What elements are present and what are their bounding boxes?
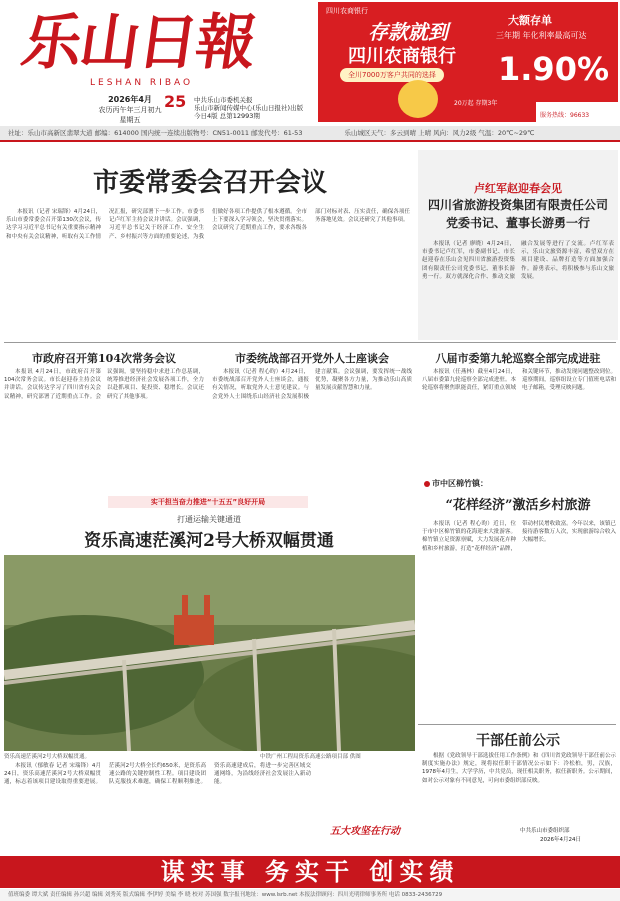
story4-body	[422, 368, 616, 488]
issue-day: 25	[164, 92, 187, 111]
right-lead-kicker: 卢红军赵迎春会见	[474, 182, 562, 195]
bridge-photo-illustration	[4, 555, 415, 751]
sub-story-kicker-text: 市中区棉竹镇：	[432, 479, 488, 488]
footer-slogan: 谋实事 务实干 创实绩	[0, 856, 620, 888]
info-bar-text: 社址：乐山市高新区翡翠大道 邮编：614000 国内统一连续出版物号：CN51-0011 邮发代号：61-53	[8, 129, 303, 137]
notice-date: 2026年4月24日	[540, 837, 581, 843]
story4-headline: 八届市委第九轮巡察全部完成进驻	[435, 352, 601, 365]
notice-headline: 干部任前公示	[476, 733, 560, 749]
notice-signoff: 中共乐山市委组织部	[520, 828, 570, 834]
right-lead-body	[422, 240, 614, 336]
weather-text: 乐山城区天气：多云到晴 上晴 风向：风力2级 气温：20℃~29℃	[344, 129, 535, 137]
footer-credits: 值班编委 谭大斌 责任编辑 孙兴超 编辑 刘秀英 版式编辑 李伊婷 美编 李 晓 校对 苏国强 数字报刊地址：www.lsrb.net 本报法律顾问：四川光明律师事务所 电话 0833-2436729	[0, 889, 620, 901]
sub-story-body	[422, 520, 616, 720]
notice-body	[422, 752, 616, 824]
ad-product: 大额存单	[508, 14, 552, 27]
campaign-stamp: 五大攻坚在行动	[330, 826, 400, 837]
photo-credit: 中铁广州工程局资乐高速公路项目部 供图	[260, 754, 361, 760]
date-line1: 2026年4月	[108, 95, 152, 104]
masthead-date	[88, 95, 172, 125]
right-lead-headline1: 四川省旅游投资集团有限责任公司	[427, 198, 608, 212]
lead-body	[6, 208, 410, 332]
photo-caption: 资乐高速茫溪河2号大桥双幅贯通。	[4, 754, 91, 760]
notice-body-text: 根据《党政领导干部选拔任用工作条例》和《四川省党政领导干部任前公示制度实施办法》规定，现将拟任职干部情况公示如下：冷松柏，男，汉族，1978年4月生，大学学历，中共党员，现任相关职务，拟任新职务。公示期间，如对公示对象有不同意见，可向市委组织部反映。	[422, 753, 616, 784]
ad-slogan: 存款就到	[368, 20, 448, 44]
feature-headline: 资乐高速茫溪河2号大桥双幅贯通	[84, 531, 334, 551]
story3-body-text: 本报讯（记者 程心昀）4月24日，市委统战部召开党外人士座谈会，通报有关情况，听取党外人士意见建议。与会党外人士围绕乐山经济社会发展积极建言献策。会议强调，要发挥统一战线优势，凝聚各方力量，为推动乐山高质量发展贡献智慧和力量。	[212, 369, 412, 400]
bullet-icon	[424, 481, 430, 487]
masthead-title: 乐山日報	[17, 8, 259, 78]
bridge-photo	[4, 555, 415, 751]
lead-headline: 市委常委会召开会议	[92, 168, 327, 198]
ad-rate: 1.90%	[498, 50, 610, 88]
sub-story-headline: “花样经济”激活乡村旅游	[445, 498, 591, 513]
publisher-info	[194, 96, 314, 120]
right-lead-headline2: 党委书记、董事长游勇一行	[445, 216, 590, 230]
info-bar	[0, 126, 620, 140]
feature-kicker: 打通运输关键通道	[177, 515, 241, 524]
date-line2: 农历丙午年三月初九	[98, 106, 162, 114]
publisher-line1: 中共乐山市委机关报	[194, 96, 253, 104]
date-line3: 星期五	[119, 116, 141, 124]
bank-advertisement[interactable]	[318, 2, 618, 122]
ad-term: 三年期 年化利率最高可达	[496, 31, 587, 40]
ad-strip: 全川7000万客户共同的选择	[340, 68, 444, 82]
right-lead-body-text: 本报讯（记者 廖晓）4月24日，市委书记卢红军，市委副书记、市长赵迎春在乐山会见四川省旅游投资集团有限责任公司党委书记、董事长游勇一行。双方就深化合作、推动文旅融合发展等进行了交流。卢红军表示，乐山文旅资源丰富，希望双方在项目建设、品牌打造等方面加强合作。游勇表示，将积极参与乐山文旅发展。	[422, 241, 614, 280]
story4-body-text: 本报讯（任燕林）截至4月24日，八届市委第九轮巡察全部完成进驻。本轮巡察将聚焦职能责任，紧盯重点领域和关键环节，推动发现问题整改到位。巡察期间，巡察组设立专门值班电话和电子邮箱，受理反映问题。	[422, 369, 616, 392]
feature-body-text: 本报讯（郁敏春 记者 宋瑞锋）4月24日，资乐高速茫溪河2号大桥双幅贯通，标志着该项目建设取得重要进展。茫溪河2号大桥全长约650米，是资乐高速公路的关键控制性工程。项目建设团队克服技术难题，确保工程顺利推进。资乐高速建成后，将进一步完善区域交通网络，为沿线经济社会发展注入新动能。	[4, 763, 311, 786]
campaign-banner: 实干担当奋力推进“十五五”良好开局	[108, 496, 308, 508]
ad-bank-small: 四川农商银行	[326, 7, 368, 15]
story3-body	[212, 368, 412, 488]
masthead-pinyin: LESHAN RIBAO	[90, 78, 194, 88]
divider	[0, 140, 620, 142]
story2-body-text: 本报讯 4月24日，市政府召开第104次常务会议。市长赵迎春主持会议并讲话。会议传达学习了四川省有关会议精神，研究部署了近期重点工作。会议强调，要坚持稳中求进工作总基调，统筹推进经济社会发展各项工作，全力以赴抓项目、促投资、稳增长。会议还研究了其他事项。	[4, 369, 204, 400]
ad-bank-name: 四川农商银行	[348, 46, 456, 67]
sub-story-kicker	[424, 478, 488, 489]
publisher-line2: 乐山市新闻传媒中心(乐山日报社)出版	[194, 104, 304, 112]
story3-headline: 市委统战部召开党外人士座谈会	[235, 352, 389, 365]
story2-headline: 市政府召开第104次常务会议	[32, 352, 176, 365]
publisher-line3: 今日4版 总第12993期	[194, 112, 260, 120]
mascot-icon	[398, 80, 438, 118]
ad-footnote: 20万起 存期3年	[454, 100, 498, 107]
sub-story-body-text: 本报讯（记者 程心昀）近日，位于市中区棉竹镇的花海迎来大批游客。棉竹镇立足资源禀赋，大力发展花卉种植和乡村旅游，打造“花样经济”品牌，带动村民增收致富。今年以来，该镇已接待游客数万人次，实现旅游综合收入大幅增长。	[422, 521, 616, 552]
story2-body	[4, 368, 204, 488]
ad-phone: 服务热线：96633	[540, 112, 590, 119]
lead-body-text: 本报讯（记者 宋瑞锋）4月24日，乐山市委常委会召开第130次会议，传达学习习近平总书记有关重要指示精神和中央有关会议精神，听取有关工作情况汇报，研究部署下一步工作。市委书记卢红军主持会议并讲话。会议强调，习近平总书记关于经济工作、安全生产、乡村振兴等方面的重要论述，为我们做好各项工作提供了根本遵循。全市上下要深入学习领会，坚决贯彻落实。会议研究了近期重点工作，要求各级各部门对标对表、压实责任，确保各项任务落地见效。会议还研究了其他事项。	[6, 209, 410, 240]
